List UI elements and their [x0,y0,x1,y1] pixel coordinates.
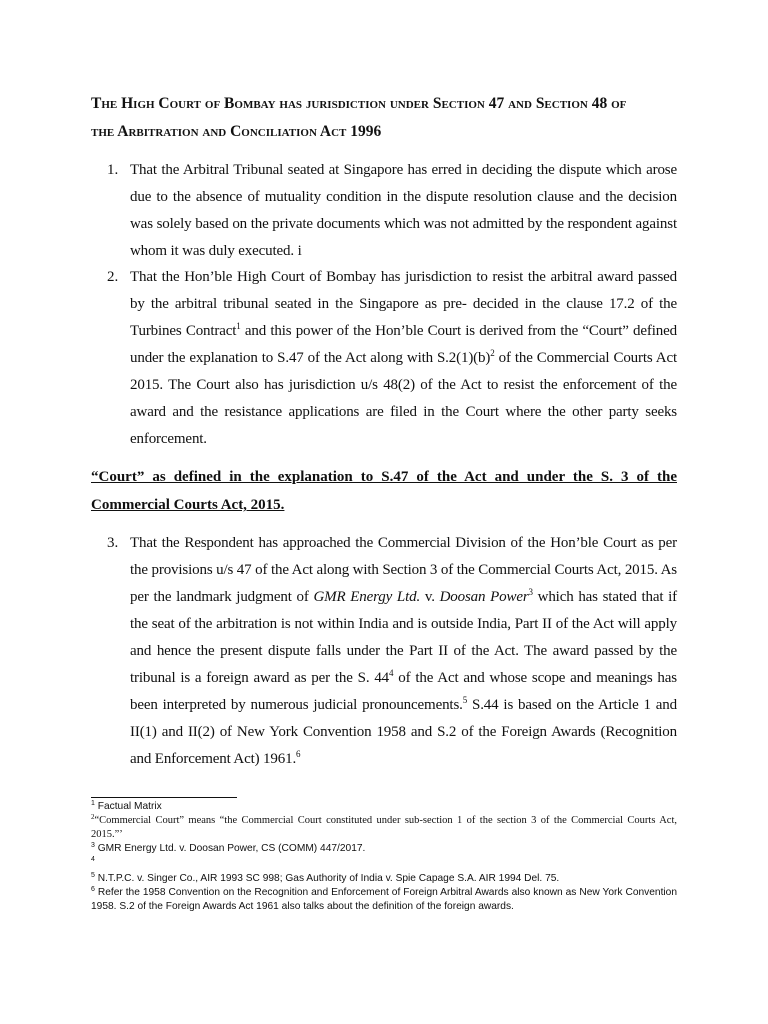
case-name-1: GMR Energy Ltd. [313,589,421,605]
footnote-text: Factual Matrix [94,801,162,812]
footnote-text: Refer the 1958 Convention on the Recognition and Enforcement of Foreign Arbitral Awards also known as New York Convention 1958. S.2 of the Foreign Awards Act 1961 also talks about the definition of the foreign awards. [91,887,677,912]
footnote-number: 2 [91,813,95,821]
list-item-number: 3. [107,535,119,551]
footnote-ref-4[interactable]: 4 [389,668,394,678]
case-name-2: Doosan Power [439,589,529,605]
footnote-2 [91,814,677,842]
footnote-number: 6 [91,886,95,893]
section-heading-line-2: the Arbitration and Conciliation Act 1996 [91,123,382,140]
footnote-6 [91,886,677,914]
footnote-text: GMR Energy Ltd. v. Doosan Power, CS (COMM) 447/2017. [94,843,366,854]
footnote-number: 4 [91,856,95,863]
list-item-2 [91,264,677,453]
footnote-ref-5[interactable]: 5 [462,695,468,705]
footnote-ref-6[interactable]: 6 [296,749,301,759]
list-item-text [130,530,677,773]
text-run: v. [420,589,440,605]
footnote-1 [91,800,677,814]
text-run: which has stated that if the seat of the arbitration is not within India and is outside India, Part II of the Act will apply and hence the present dispute falls under the Part II of the Act. The award passed by the tribunal is a foreign award as per the S. 44 [130,589,677,686]
footnote-ref-1[interactable]: 1 [236,321,241,331]
list-item-3 [91,530,677,773]
section-heading [91,90,681,146]
footnote-ref-3[interactable]: 3 [528,587,533,597]
footnote-number: 5 [91,872,95,879]
footnotes [91,800,677,914]
text-run: of the Act and whose scope and meanings has been interpreted by numerous judicial pronouncements. [130,670,677,713]
subsection-heading: “Court” as defined in the explanation to S.47 of the Act and under the S. 3 of the Commercial Courts Act, 2015. [91,469,677,513]
footnote-text: “Commercial Court” means “the Commercial Court constituted under sub-section 1 of the section 3 of the Commercial Courts Act, 2015.”’ [91,815,677,840]
footnote-text: N.T.P.C. v. Singer Co., AIR 1993 SC 998; Gas Authority of India v. Spie Capage S.A. AIR 1994 Del. 75. [94,873,560,884]
text-run: of the Commercial Courts Act 2015. The Court also has jurisdiction u/s 48(2) of the Act to resist the enforcement of the award and the resistance applications are filed in the Court where the other party seeks enforcement. [130,350,677,447]
footnote-ref-2[interactable]: 2 [490,348,495,358]
text-run: S.44 is based on the Article 1 and II(1) and II(2) of New York Convention 1958 and S.2 of the Foreign Awards (Recognition and Enforcement Act) 1961. [130,697,677,767]
text-run: and this power of the Hon’ble Court is derived from the “Court” defined under the explanation to S.47 of the Act along with S.2(1)(b) [130,323,677,366]
footnote-3 [91,842,677,856]
footnote-5 [91,872,677,886]
footnote-separator [91,797,237,798]
list-item-text: That the Arbitral Tribunal seated at Singapore has erred in deciding the dispute which arose due to the absence of mutuality condition in the dispute resolution clause and the decision was solely based on the private documents which was not admitted by the respondent against whom it was duly executed. i [130,162,677,259]
list-item-number: 2. [107,269,119,285]
footnote-number: 3 [91,842,95,849]
section-heading-line-1: The High Court of Bombay has jurisdiction under Section 47 and Section 48 of [91,95,627,112]
list-item-text [130,264,677,453]
list-item-1 [91,157,677,265]
text-run: That the Hon’ble High Court of Bombay has jurisdiction to resist the arbitral award passed by the arbitral tribunal seated in the Singapore as pre- decided in the clause 17.2 of the Turbines Contract [130,269,677,339]
footnote-number: 1 [91,800,95,807]
text-run: That the Respondent has approached the Commercial Division of the Hon’ble Court as per the provisions u/s 47 of the Act along with Section 3 of the Commercial Courts Act, 2015. As per the landmark judgment of [130,535,677,605]
list-item-number: 1. [107,162,119,178]
footnote-4 [91,856,677,872]
